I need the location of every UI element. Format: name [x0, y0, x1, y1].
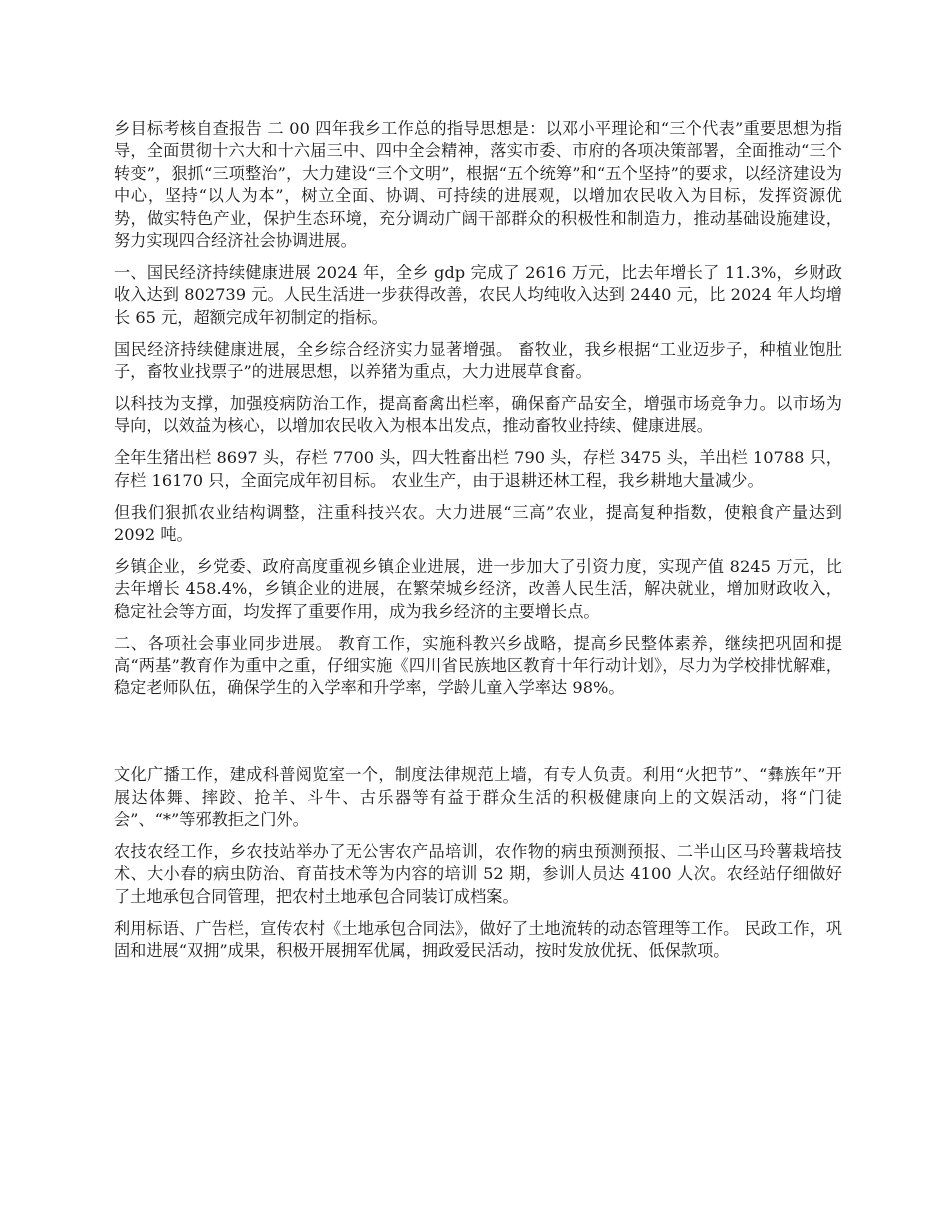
document-body [114, 118, 842, 972]
paragraph-culture-broadcast: 文化广播工作，建成科普阅览室一个，制度法律规范上墙，有专人负责。利用“火把节”、“彝族年”开展达体舞、摔跤、抢羊、斗牛、古乐器等有益于群众生活的积极健康向上的文娱活动，将“门徒会”、“*”等邪教拒之门外。 [114, 765, 842, 830]
page-gap [114, 709, 842, 764]
paragraph-civil-affairs: 利用标语、广告栏，宣传农村《土地承包合同法》，做好了土地流转的动态管理等工作。 民政工作，巩固和进展“双拥”成果，积极开展拥军优属，拥政爱民活动，按时发放优抚、低保款项。 [114, 918, 842, 961]
paragraph-agri-tech: 农技农经工作，乡农技站举办了无公害农产品培训，农作物的病虫预测预报、二半山区马玲薯栽培技术、大小春的病虫防治、育苗技术等为内容的培训 52 期，参训人员达 4100 人次。农经站仔细做好了土地承包合同管理，把农村土地承包合同装订成档案。 [114, 842, 842, 906]
paragraph-education: 二、各项社会事业同步进展。 教育工作，实施科教兴乡战略，提高乡民整体素养，继续把巩固和提高“两基”教育作为重中之重，仔细实施《四川省民族地区教育十年行动计划》，尽力为学校排忧解难，稳定老师队伍，确保学生的入学率和升学率，学龄儿童入学率达 98%。 [114, 633, 842, 698]
paragraph-township-enterprises: 乡镇企业，乡党委、政府高度重视乡镇企业进展，进一步加大了引资力度，实现产值 8245 万元，比去年增长 458.4%，乡镇企业的进展，在繁荣城乡经济，改善人民生活，解决就业，增加财政收入，稳定社会等方面，均发挥了重要作用，成为我乡经济的主要增长点。 [114, 556, 842, 621]
paragraph-animal-husbandry: 国民经济持续健康进展，全乡综合经济实力显著增强。 畜牧业，我乡根据“工业迈步子，种植业饱肚子，畜牧业找票子”的进展思想，以养猪为重点，大力进展草食畜。 [114, 339, 842, 382]
paragraph-livestock-stats: 全年生猪出栏 8697 头，存栏 7700 头，四大牲畜出栏 790 头，存栏 3475 头，羊出栏 10788 只，存栏 16170 只，全面完成年初目标。 农业生产，由于退耕还林工程，我乡耕地大量减少。 [114, 448, 842, 490]
paragraph-agriculture: 但我们狠抓农业结构调整，注重科技兴农。大力进展“三高”农业，提高复种指数，使粮食产量达到 2092 吨。 [114, 502, 842, 544]
paragraph-technology-support: 以科技为支撑，加强疫病防治工作，提高畜禽出栏率，确保畜产品安全，增强市场竞争力。以市场为导向，以效益为核心，以增加农民收入为根本出发点，推动畜牧业持续、健康进展。 [114, 393, 842, 436]
paragraph-economy: 一、国民经济持续健康进展 2024 年，全乡 gdp 完成了 2616 万元，比去年增长了 11.3%，乡财政收入达到 802739 元。人民生活进一步获得改善，农民人均纯收入达到 2440 元，比 2024 年人均增长 65 元，超额完成年初制定的指标。 [114, 262, 842, 327]
paragraph-intro: 乡目标考核自查报告 二 00 四年我乡工作总的指导思想是：以邓小平理论和“三个代表”重要思想为指导，全面贯彻十六大和十六届三中、四中全会精神，落实市委、市府的各项决策部署，全面推动“三个转变”，狠抓“三项整治”，大力建设“三个文明”，根据“五个统筹”和“五个坚持”的要求，以经济建设为中心，坚持“以人为本”，树立全面、协调、可持续的进展观，以增加农民收入为目标，发挥资源优势，做实特色产业，保护生态环境，充分调动广阔干部群众的积极性和制造力，推动基础设施建设，努力实现四合经济社会协调进展。 [114, 119, 842, 251]
